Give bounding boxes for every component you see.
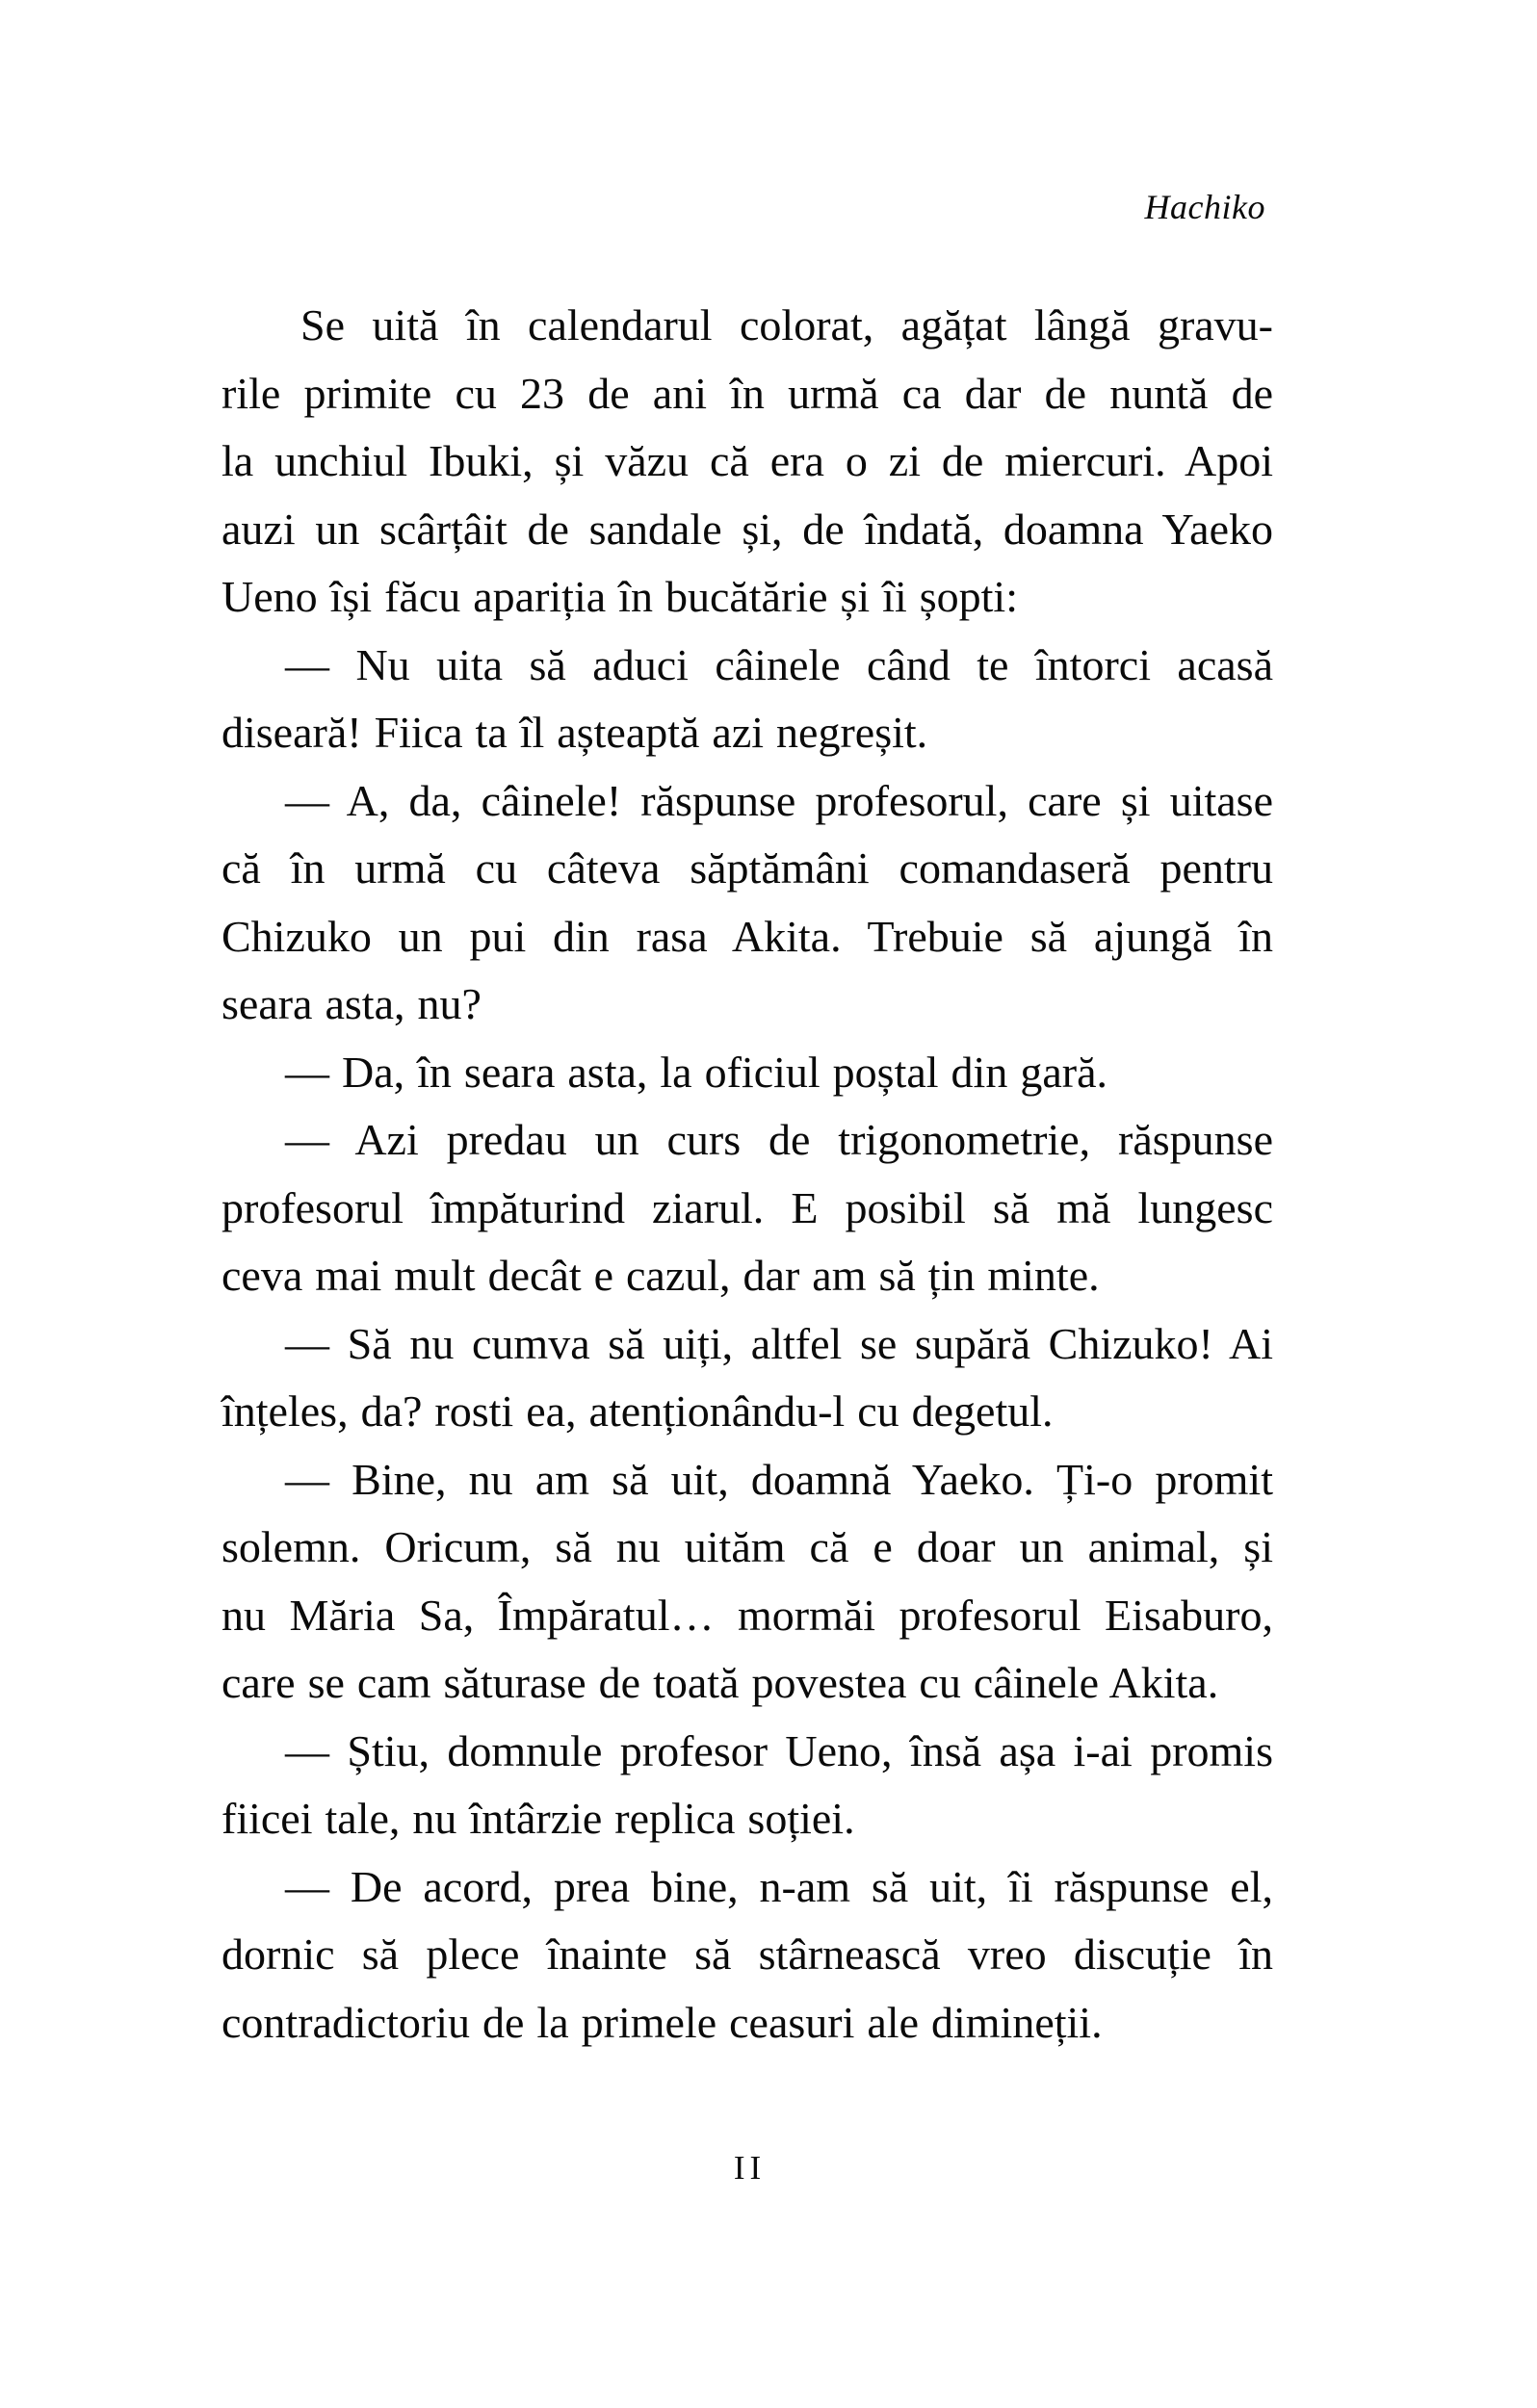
text-line: — Nu uita să aduci câinele când te întorci acasă [285,639,1273,689]
text-line: că în urmă cu câteva săptămâni comandaseră pentru [221,843,1273,893]
text-line: — Azi predau un curs de trigonometrie, răspunse [285,1115,1273,1164]
body-text [221,292,1273,2057]
text-line: auzi un scârțâit de sandale și, de îndată, doamna Yaeko [221,504,1273,554]
running-title: Hachiko [1144,188,1265,226]
text-line: Chizuko un pui din rasa Akita. Trebuie să ajungă în [221,911,1273,961]
text-line: care se cam săturase de toată povestea cu câinele Akita. [221,1658,1219,1707]
text-line: — A, da, câinele! răspunse profesorul, care și uitase [285,775,1273,825]
text-line: Ueno își făcu apariția în bucătărie și îi șopti: [221,572,1018,621]
text-line: profesorul împăturind ziarul. E posibil să mă lungesc [221,1182,1273,1232]
text-line: ceva mai mult decât e cazul, dar am să țin minte. [221,1251,1100,1300]
text-line: dornic să plece înainte să stârnească vreo discuție în [221,1929,1273,1979]
text-line: — De acord, prea bine, n-am să uit, îi răspunse el, [285,1861,1273,1911]
text-line: solemn. Oricum, să nu uităm că e doar un animal, și [221,1522,1273,1571]
text-line: înțeles, da? rosti ea, atenționându-l cu degetul. [221,1386,1054,1436]
text-line: diseară! Fiica ta îl așteaptă azi negreșit. [221,708,928,757]
text-line: seara asta, nu? [221,979,482,1028]
text-line: Se uită în calendarul colorat, agățat lângă gravu- [300,300,1273,350]
text-line: — Da, în seara asta, la oficiul poștal din gară. [285,1047,1107,1097]
page-footer [221,2150,1273,2187]
text-line: — Știu, domnule profesor Ueno, însă așa i-ai promis [285,1725,1273,1775]
text-line: la unchiul Ibuki, și văzu că era o zi de miercuri. Apoi [221,436,1273,485]
text-line: — Să nu cumva să uiți, altfel se supără Chizuko! Ai [285,1318,1273,1368]
text-line: rile primite cu 23 de ani în urmă ca dar de nuntă de [221,368,1273,418]
text-line: fiicei tale, nu întârzie replica soției. [221,1794,855,1843]
running-header [221,188,1273,226]
text-line: nu Măria Sa, Împăratul… mormăi profesorul Eisaburo, [221,1590,1273,1640]
text-line: — Bine, nu am să uit, doamnă Yaeko. Ți-o promit [285,1454,1273,1504]
text-line: contradictoriu de la primele ceasuri ale dimineții. [221,1997,1103,2047]
page-number: II [733,2149,767,2187]
